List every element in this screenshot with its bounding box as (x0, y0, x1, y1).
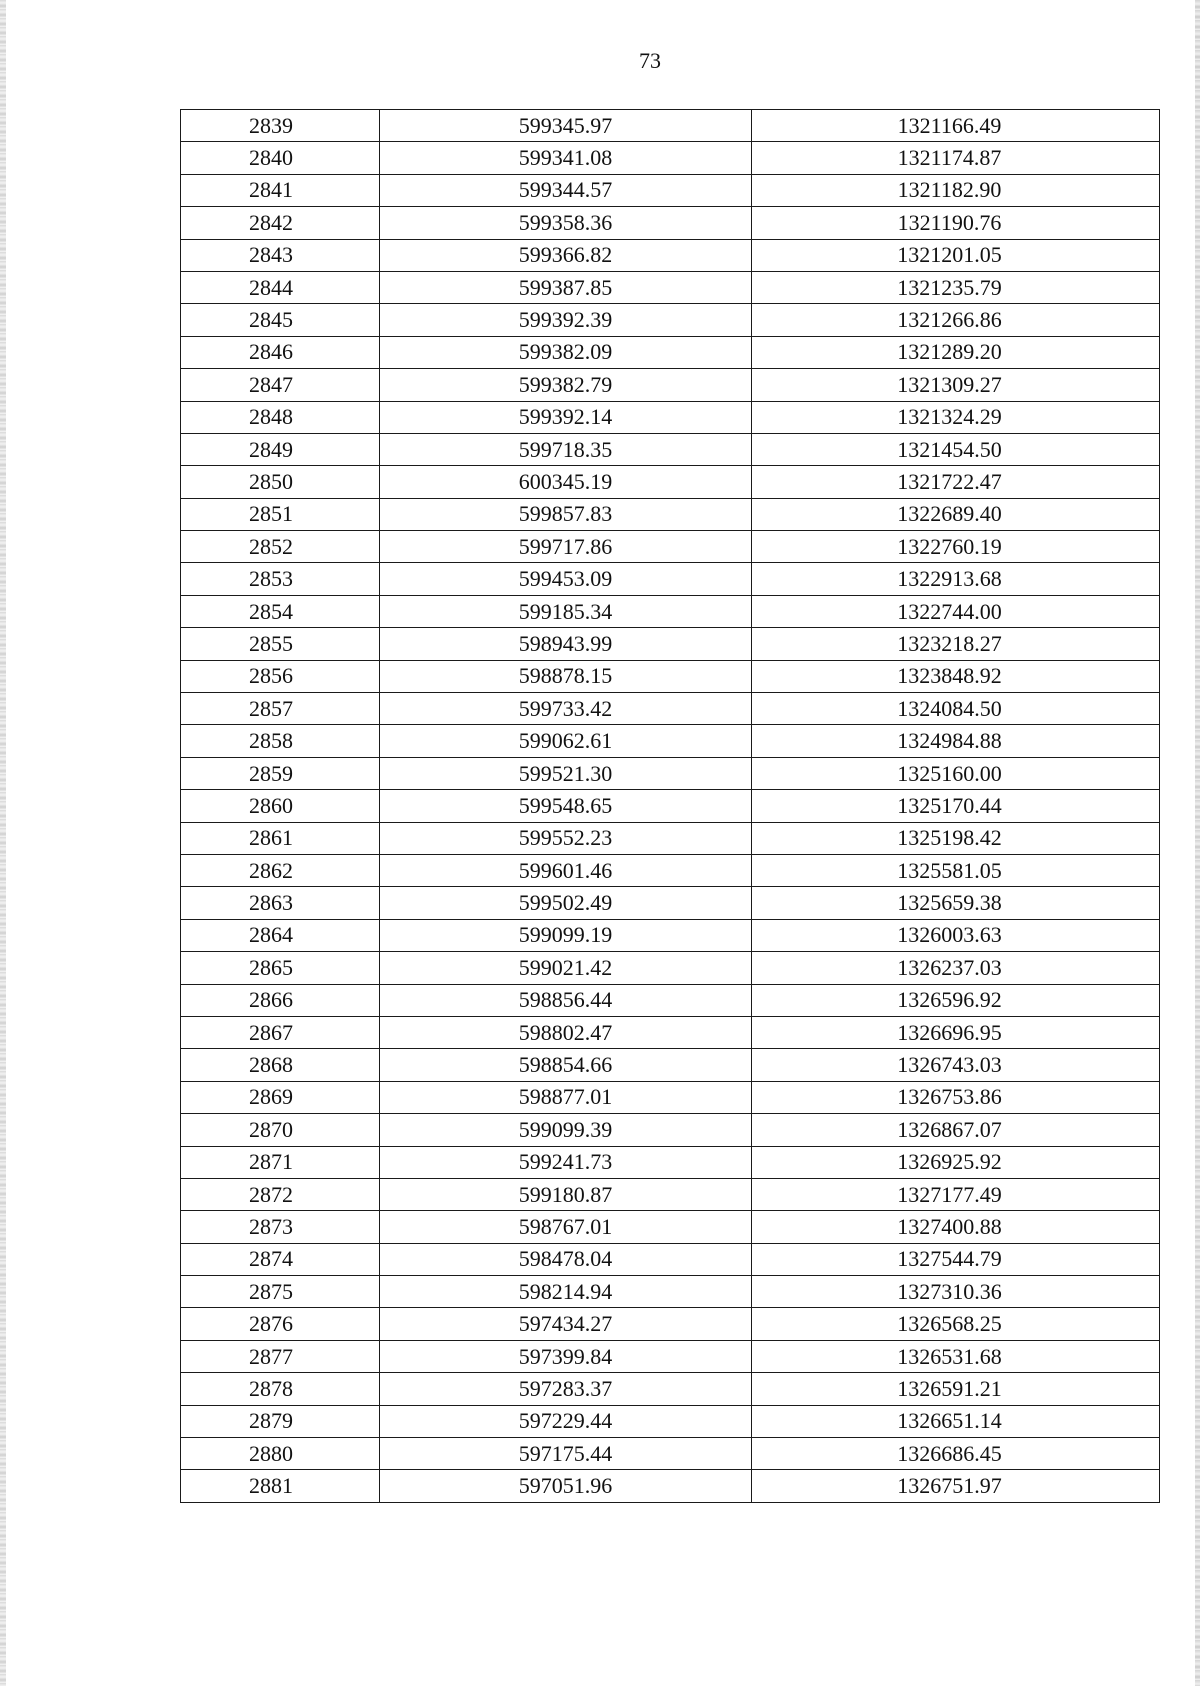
table-row (181, 1146, 1160, 1178)
x-coordinate-cell: 599552.23 (380, 822, 752, 854)
table-row (181, 790, 1160, 822)
point-id-cell: 2852 (181, 531, 380, 563)
point-id-cell: 2850 (181, 466, 380, 498)
table-row (181, 1211, 1160, 1243)
point-id-cell: 2875 (181, 1276, 380, 1308)
point-id-cell: 2840 (181, 142, 380, 174)
y-coordinate-cell: 1321182.90 (752, 174, 1160, 206)
point-id-cell: 2872 (181, 1178, 380, 1210)
y-coordinate-cell: 1321166.49 (752, 110, 1160, 142)
x-coordinate-cell: 599453.09 (380, 563, 752, 595)
scan-edge-right (1195, 0, 1200, 1686)
table-row (181, 952, 1160, 984)
point-id-cell: 2847 (181, 369, 380, 401)
table-row (181, 1049, 1160, 1081)
point-id-cell: 2854 (181, 595, 380, 627)
y-coordinate-cell: 1325160.00 (752, 757, 1160, 789)
y-coordinate-cell: 1325198.42 (752, 822, 1160, 854)
table-row (181, 595, 1160, 627)
y-coordinate-cell: 1323218.27 (752, 628, 1160, 660)
table-row (181, 1081, 1160, 1113)
page-number: 73 (639, 48, 661, 73)
x-coordinate-cell: 597175.44 (380, 1438, 752, 1470)
x-coordinate-cell: 597434.27 (380, 1308, 752, 1340)
table-row (181, 984, 1160, 1016)
table-row (181, 466, 1160, 498)
y-coordinate-cell: 1325659.38 (752, 887, 1160, 919)
y-coordinate-cell: 1322913.68 (752, 563, 1160, 595)
x-coordinate-cell: 597283.37 (380, 1373, 752, 1405)
point-id-cell: 2877 (181, 1340, 380, 1372)
x-coordinate-cell: 599857.83 (380, 498, 752, 530)
point-id-cell: 2841 (181, 174, 380, 206)
x-coordinate-cell: 599392.14 (380, 401, 752, 433)
x-coordinate-cell: 599344.57 (380, 174, 752, 206)
point-id-cell: 2845 (181, 304, 380, 336)
table-row (181, 1438, 1160, 1470)
x-coordinate-cell: 599345.97 (380, 110, 752, 142)
y-coordinate-cell: 1321289.20 (752, 336, 1160, 368)
y-coordinate-cell: 1327544.79 (752, 1243, 1160, 1275)
point-id-cell: 2858 (181, 725, 380, 757)
table-row (181, 1114, 1160, 1146)
x-coordinate-cell: 599733.42 (380, 693, 752, 725)
y-coordinate-cell: 1325581.05 (752, 854, 1160, 886)
point-id-cell: 2846 (181, 336, 380, 368)
x-coordinate-cell: 599021.42 (380, 952, 752, 984)
point-id-cell: 2878 (181, 1373, 380, 1405)
point-id-cell: 2857 (181, 693, 380, 725)
table-row (181, 1243, 1160, 1275)
x-coordinate-cell: 598854.66 (380, 1049, 752, 1081)
x-coordinate-cell: 599718.35 (380, 433, 752, 465)
table-row (181, 110, 1160, 142)
x-coordinate-cell: 598856.44 (380, 984, 752, 1016)
x-coordinate-cell: 599099.39 (380, 1114, 752, 1146)
point-id-cell: 2866 (181, 984, 380, 1016)
table-row (181, 822, 1160, 854)
table-row (181, 304, 1160, 336)
point-id-cell: 2873 (181, 1211, 380, 1243)
point-id-cell: 2881 (181, 1470, 380, 1502)
coordinate-table-body (181, 110, 1160, 1503)
y-coordinate-cell: 1326753.86 (752, 1081, 1160, 1113)
table-row (181, 628, 1160, 660)
table-row (181, 1308, 1160, 1340)
y-coordinate-cell: 1326003.63 (752, 919, 1160, 951)
scan-edge-left (0, 0, 6, 1686)
x-coordinate-cell: 599387.85 (380, 271, 752, 303)
x-coordinate-cell: 599062.61 (380, 725, 752, 757)
x-coordinate-cell: 599241.73 (380, 1146, 752, 1178)
point-id-cell: 2863 (181, 887, 380, 919)
y-coordinate-cell: 1322760.19 (752, 531, 1160, 563)
table-row (181, 336, 1160, 368)
y-coordinate-cell: 1321722.47 (752, 466, 1160, 498)
point-id-cell: 2879 (181, 1405, 380, 1437)
point-id-cell: 2869 (181, 1081, 380, 1113)
point-id-cell: 2874 (181, 1243, 380, 1275)
table-row (181, 401, 1160, 433)
point-id-cell: 2855 (181, 628, 380, 660)
point-id-cell: 2864 (181, 919, 380, 951)
x-coordinate-cell: 598802.47 (380, 1016, 752, 1048)
y-coordinate-cell: 1326237.03 (752, 952, 1160, 984)
y-coordinate-cell: 1327310.36 (752, 1276, 1160, 1308)
table-row (181, 693, 1160, 725)
point-id-cell: 2859 (181, 757, 380, 789)
table-row (181, 660, 1160, 692)
table-row (181, 498, 1160, 530)
y-coordinate-cell: 1321309.27 (752, 369, 1160, 401)
x-coordinate-cell: 599601.46 (380, 854, 752, 886)
point-id-cell: 2871 (181, 1146, 380, 1178)
point-id-cell: 2880 (181, 1438, 380, 1470)
x-coordinate-cell: 598214.94 (380, 1276, 752, 1308)
point-id-cell: 2849 (181, 433, 380, 465)
y-coordinate-cell: 1321201.05 (752, 239, 1160, 271)
point-id-cell: 2851 (181, 498, 380, 530)
x-coordinate-cell: 599366.82 (380, 239, 752, 271)
point-id-cell: 2860 (181, 790, 380, 822)
table-row (181, 757, 1160, 789)
y-coordinate-cell: 1322689.40 (752, 498, 1160, 530)
table-row (181, 887, 1160, 919)
table-row (181, 1340, 1160, 1372)
y-coordinate-cell: 1321235.79 (752, 271, 1160, 303)
y-coordinate-cell: 1326751.97 (752, 1470, 1160, 1502)
point-id-cell: 2848 (181, 401, 380, 433)
table-row (181, 919, 1160, 951)
x-coordinate-cell: 599548.65 (380, 790, 752, 822)
table-row (181, 1373, 1160, 1405)
y-coordinate-cell: 1326686.45 (752, 1438, 1160, 1470)
coordinate-table (180, 109, 1160, 1503)
x-coordinate-cell: 599382.79 (380, 369, 752, 401)
table-row (181, 563, 1160, 595)
x-coordinate-cell: 599099.19 (380, 919, 752, 951)
table-row (181, 531, 1160, 563)
table-row (181, 239, 1160, 271)
x-coordinate-cell: 599180.87 (380, 1178, 752, 1210)
table-row (181, 433, 1160, 465)
x-coordinate-cell: 597229.44 (380, 1405, 752, 1437)
x-coordinate-cell: 597399.84 (380, 1340, 752, 1372)
y-coordinate-cell: 1326651.14 (752, 1405, 1160, 1437)
y-coordinate-cell: 1324984.88 (752, 725, 1160, 757)
x-coordinate-cell: 598877.01 (380, 1081, 752, 1113)
table-row (181, 725, 1160, 757)
y-coordinate-cell: 1326743.03 (752, 1049, 1160, 1081)
x-coordinate-cell: 598478.04 (380, 1243, 752, 1275)
x-coordinate-cell: 598943.99 (380, 628, 752, 660)
y-coordinate-cell: 1321324.29 (752, 401, 1160, 433)
x-coordinate-cell: 598767.01 (380, 1211, 752, 1243)
table-row (181, 207, 1160, 239)
y-coordinate-cell: 1326696.95 (752, 1016, 1160, 1048)
point-id-cell: 2844 (181, 271, 380, 303)
point-id-cell: 2856 (181, 660, 380, 692)
table-row (181, 1016, 1160, 1048)
x-coordinate-cell: 599502.49 (380, 887, 752, 919)
x-coordinate-cell: 598878.15 (380, 660, 752, 692)
y-coordinate-cell: 1323848.92 (752, 660, 1160, 692)
table-row (181, 1276, 1160, 1308)
y-coordinate-cell: 1326568.25 (752, 1308, 1160, 1340)
table-row (181, 142, 1160, 174)
y-coordinate-cell: 1326531.68 (752, 1340, 1160, 1372)
y-coordinate-cell: 1327400.88 (752, 1211, 1160, 1243)
table-row (181, 1178, 1160, 1210)
table-row (181, 1405, 1160, 1437)
x-coordinate-cell: 599392.39 (380, 304, 752, 336)
y-coordinate-cell: 1321454.50 (752, 433, 1160, 465)
table-row (181, 271, 1160, 303)
x-coordinate-cell: 599341.08 (380, 142, 752, 174)
y-coordinate-cell: 1321174.87 (752, 142, 1160, 174)
table-row (181, 369, 1160, 401)
point-id-cell: 2853 (181, 563, 380, 595)
y-coordinate-cell: 1327177.49 (752, 1178, 1160, 1210)
y-coordinate-cell: 1321190.76 (752, 207, 1160, 239)
point-id-cell: 2862 (181, 854, 380, 886)
y-coordinate-cell: 1321266.86 (752, 304, 1160, 336)
point-id-cell: 2868 (181, 1049, 380, 1081)
x-coordinate-cell: 599382.09 (380, 336, 752, 368)
point-id-cell: 2839 (181, 110, 380, 142)
x-coordinate-cell: 600345.19 (380, 466, 752, 498)
table-row (181, 174, 1160, 206)
y-coordinate-cell: 1326867.07 (752, 1114, 1160, 1146)
point-id-cell: 2843 (181, 239, 380, 271)
y-coordinate-cell: 1322744.00 (752, 595, 1160, 627)
y-coordinate-cell: 1325170.44 (752, 790, 1160, 822)
table-row (181, 1470, 1160, 1502)
x-coordinate-cell: 597051.96 (380, 1470, 752, 1502)
point-id-cell: 2842 (181, 207, 380, 239)
x-coordinate-cell: 599185.34 (380, 595, 752, 627)
point-id-cell: 2861 (181, 822, 380, 854)
x-coordinate-cell: 599358.36 (380, 207, 752, 239)
point-id-cell: 2876 (181, 1308, 380, 1340)
point-id-cell: 2865 (181, 952, 380, 984)
table-row (181, 854, 1160, 886)
point-id-cell: 2867 (181, 1016, 380, 1048)
y-coordinate-cell: 1326596.92 (752, 984, 1160, 1016)
x-coordinate-cell: 599717.86 (380, 531, 752, 563)
x-coordinate-cell: 599521.30 (380, 757, 752, 789)
y-coordinate-cell: 1326591.21 (752, 1373, 1160, 1405)
y-coordinate-cell: 1326925.92 (752, 1146, 1160, 1178)
y-coordinate-cell: 1324084.50 (752, 693, 1160, 725)
point-id-cell: 2870 (181, 1114, 380, 1146)
